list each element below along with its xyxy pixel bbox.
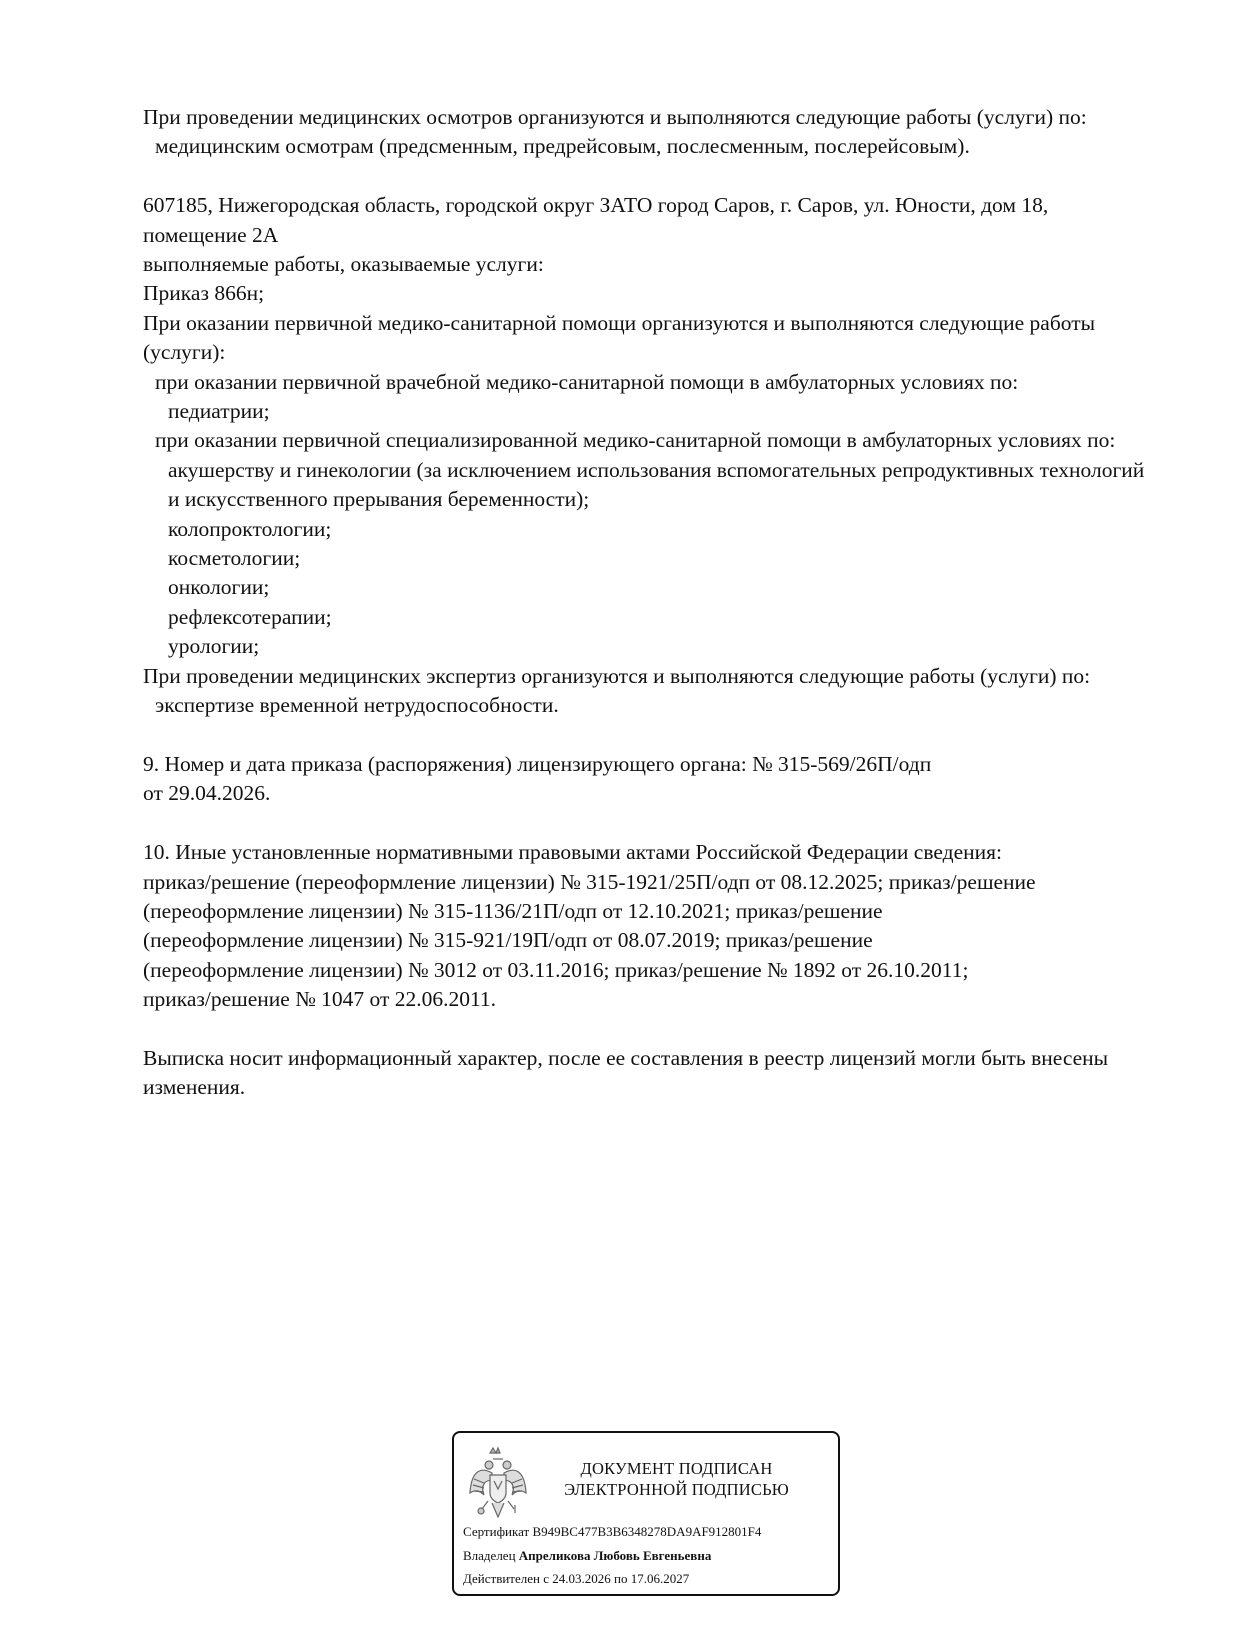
document-paragraph: при оказании первичной специализированной медико-санитарной помощи в амбулаторных условиях по:	[155, 428, 1116, 453]
document-paragraph: приказ/решение (переоформление лицензии) № 315-1921/25П/одп от 08.12.2025; приказ/решение	[143, 869, 1036, 894]
document-paragraph: При проведении медицинских осмотров организуются и выполняются следующие работы (услуги) по:	[143, 105, 1087, 129]
document-paragraph: экспертизе временной нетрудоспособности.	[155, 693, 559, 718]
certificate-value: B949BC477B3B6348278DA9AF912801F4	[532, 1524, 762, 1539]
paragraph-gap	[143, 721, 1153, 750]
owner-label: Владелец	[463, 1548, 516, 1563]
document-paragraph: (переоформление лицензии) № 3012 от 03.11.2016; приказ/решение № 1892 от 26.10.2011;	[143, 957, 969, 982]
document-paragraph: 9. Номер и дата приказа (распоряжения) лицензирующего органа: № 315-569/26П/одп	[143, 751, 932, 776]
stamp-title-line2: ЭЛЕКТРОННОЙ ПОДПИСЬЮ	[564, 1480, 789, 1499]
paragraph-gap	[143, 1015, 1153, 1044]
paragraph-gap	[143, 809, 1153, 838]
document-paragraph: (переоформление лицензии) № 315-1136/21П/одп от 12.10.2021; приказ/решение	[143, 898, 883, 923]
document-paragraph: (переоформление лицензии) № 315-921/19П/одп от 08.07.2019; приказ/решение	[143, 928, 873, 953]
document-paragraph: 10. Иные установленные нормативными правовыми актами Российской Федерации сведения:	[143, 840, 1002, 865]
document-paragraph: рефлексотерапии;	[168, 604, 332, 629]
certificate-label: Сертификат	[463, 1524, 530, 1539]
document-paragraph: онкологии;	[168, 575, 270, 600]
document-paragraph: косметологии;	[168, 546, 301, 571]
document-paragraph: медицинским осмотрам (предсменным, предрейсовым, послесменным, послерейсовым).	[155, 134, 970, 159]
document-paragraph: выполняемые работы, оказываемые услуги:	[143, 252, 544, 277]
document-paragraph: 607185, Нижегородская область, городской округ ЗАТО город Саров, г. Саров, ул. Юности, дом 18, помещение 2А	[143, 193, 1049, 247]
owner-line	[463, 1548, 711, 1564]
coat-of-arms-icon	[468, 1445, 528, 1525]
document-body	[143, 103, 1153, 1103]
document-paragraph: от 29.04.2026.	[143, 781, 271, 806]
document-paragraph: При проведении медицинских экспертиз организуются и выполняются следующие работы (услуги) по:	[143, 663, 1091, 688]
electronic-signature-stamp	[452, 1431, 840, 1596]
document-paragraph: педиатрии;	[168, 399, 270, 424]
document-paragraph: Приказ 866н;	[143, 281, 265, 306]
document-paragraph: при оказании первичной врачебной медико-санитарной помощи в амбулаторных условиях по:	[155, 369, 1019, 394]
document-paragraph: урологии;	[168, 634, 260, 659]
stamp-title-line1: ДОКУМЕНТ ПОДПИСАН	[580, 1459, 773, 1478]
document-paragraph: Выписка носит информационный характер, после ее составления в реестр лицензий могли быть внесены изменения.	[143, 1045, 1109, 1100]
owner-value: Апреликова Любовь Евгеньевна	[518, 1548, 712, 1563]
validity-line: Действителен с 24.03.2026 по 17.06.2027	[463, 1571, 690, 1586]
document-paragraph: При оказании первичной медико-санитарной помощи организуются и выполняются следующие работы (услуги):	[143, 310, 1096, 365]
certificate-line	[463, 1524, 761, 1540]
document-paragraph: колопроктологии;	[168, 516, 332, 541]
document-paragraph: акушерству и гинекологии (за исключением использования вспомогательных репродуктивных технологий и искусственного прерывания беременности);	[168, 457, 1145, 512]
document-paragraph: приказ/решение № 1047 от 22.06.2011.	[143, 987, 497, 1012]
paragraph-gap	[143, 162, 1153, 191]
stamp-title	[549, 1458, 804, 1500]
